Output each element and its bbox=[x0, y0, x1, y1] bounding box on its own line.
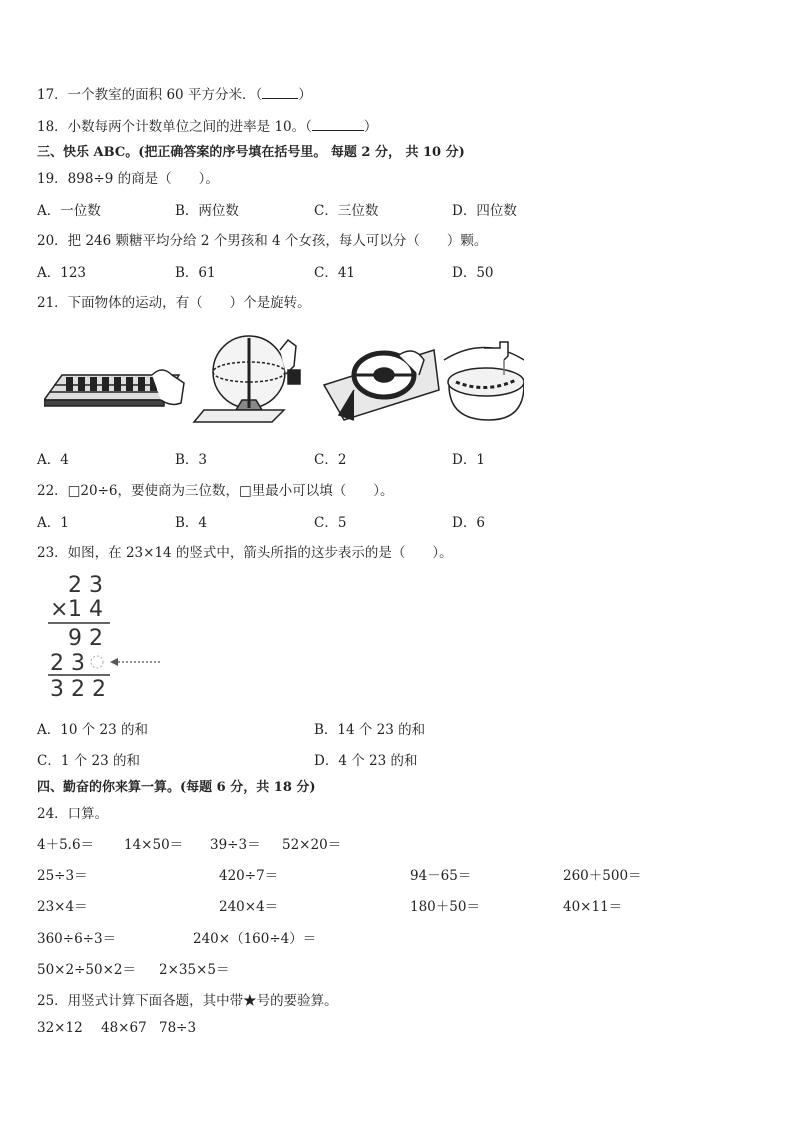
q20-option-d[interactable]: D．50 bbox=[452, 265, 494, 281]
oral-calc-item: 50×2÷50×2＝ bbox=[37, 962, 136, 978]
q23-option-d[interactable]: D．4 个 23 的和 bbox=[314, 753, 418, 769]
oral-calc-item: 25÷3＝ bbox=[37, 868, 88, 884]
q20-option-c[interactable]: C．41 bbox=[314, 265, 356, 281]
answer-blank[interactable] bbox=[262, 86, 298, 99]
q19-option-a[interactable]: A．一位数 bbox=[37, 203, 101, 219]
vertical-calc-item: 48×67 bbox=[101, 1020, 147, 1036]
abacus-illustration bbox=[44, 370, 184, 406]
oral-calc-item: 360÷6÷3＝ bbox=[37, 931, 117, 947]
answer-blank[interactable] bbox=[312, 118, 364, 131]
q21-option-d[interactable]: D．1 bbox=[452, 452, 485, 468]
rotation-illustrations bbox=[44, 330, 524, 425]
oral-calc-item: 4＋5.6＝ bbox=[37, 837, 95, 853]
multiplier: 1 4 bbox=[68, 597, 103, 622]
faucet-sink-illustration bbox=[444, 342, 524, 420]
oral-calc-item: 23×4＝ bbox=[37, 899, 88, 915]
steering-wheel-illustration bbox=[324, 350, 439, 420]
q19-option-d[interactable]: D．四位数 bbox=[452, 203, 517, 219]
section-4-heading: 四、勤奋的你来算一算。(每题 6 分，共 18 分) bbox=[37, 780, 316, 795]
q20-option-b[interactable]: B．61 bbox=[175, 265, 216, 281]
q21-option-c[interactable]: C．2 bbox=[314, 452, 347, 468]
times-sign: × bbox=[50, 597, 69, 622]
question-18: 18．小数每两个计数单位之间的进率是 10。（ ） bbox=[37, 119, 378, 135]
q23-option-a[interactable]: A．10 个 23 的和 bbox=[37, 722, 148, 738]
question-18-text: 18．小数每两个计数单位之间的进率是 10。（ bbox=[37, 119, 312, 135]
question-20: 20．把 246 颗糖平均分给 2 个男孩和 4 个女孩，每人可以分（ ）颗。 bbox=[37, 233, 488, 249]
oral-calc-item: 240×（160÷4）＝ bbox=[193, 931, 317, 947]
arrow-icon bbox=[110, 658, 162, 666]
question-17-text: 17．一个教室的面积 60 平方分米．（ bbox=[37, 87, 263, 103]
dotted-zero bbox=[91, 656, 103, 668]
q23-option-b[interactable]: B．14 个 23 的和 bbox=[314, 722, 426, 738]
q20-option-a[interactable]: A．123 bbox=[37, 265, 87, 281]
question-22: 22．□20÷6，要使商为三位数，□里最小可以填（ ）。 bbox=[37, 483, 394, 499]
oral-calc-item: 14×50＝ bbox=[124, 837, 184, 853]
oral-calc-item: 420÷7＝ bbox=[219, 868, 279, 884]
oral-calc-item: 240×4＝ bbox=[219, 899, 279, 915]
question-24: 24．口算。 bbox=[37, 806, 109, 822]
partial-product-2: 2 3 bbox=[50, 651, 85, 676]
vertical-calc-item: 32×12 bbox=[37, 1020, 83, 1036]
oral-calc-item: 40×11＝ bbox=[563, 899, 623, 915]
question-23: 23．如图，在 23×14 的竖式中，箭头所指的这步表示的是（ ）。 bbox=[37, 545, 453, 561]
question-25: 25．用竖式计算下面各题，其中带★号的要验算。 bbox=[37, 993, 338, 1009]
q21-option-b[interactable]: B．3 bbox=[175, 452, 208, 468]
question-17: 17．一个教室的面积 60 平方分米．（ ） bbox=[37, 87, 312, 103]
oral-calc-item: 52×20＝ bbox=[282, 837, 342, 853]
q22-option-b[interactable]: B．4 bbox=[175, 515, 208, 531]
q22-option-d[interactable]: D．6 bbox=[452, 515, 485, 531]
question-19: 19．898÷9 的商是（ ）。 bbox=[37, 171, 219, 187]
oral-calc-item: 2×35×5＝ bbox=[159, 962, 230, 978]
oral-calc-item: 180＋50＝ bbox=[410, 899, 480, 915]
question-21: 21．下面物体的运动，有（ ）个是旋转。 bbox=[37, 295, 311, 311]
multiplicand: 2 3 bbox=[68, 573, 103, 598]
globe-illustration bbox=[194, 336, 300, 422]
oral-calc-item: 39÷3＝ bbox=[210, 837, 261, 853]
section-3-heading: 三、快乐 ABC。(把正确答案的序号填在括号里。 每题 2 分， 共 10 分) bbox=[37, 145, 465, 160]
partial-product-1: 9 2 bbox=[68, 626, 103, 651]
product: 3 2 2 bbox=[50, 677, 106, 700]
q19-option-b[interactable]: B．两位数 bbox=[175, 203, 239, 219]
vertical-multiplication bbox=[44, 570, 174, 700]
oral-calc-item: 260＋500＝ bbox=[563, 868, 642, 884]
q22-option-a[interactable]: A．1 bbox=[37, 515, 69, 531]
q19-option-c[interactable]: C．三位数 bbox=[314, 203, 379, 219]
q22-option-c[interactable]: C．5 bbox=[314, 515, 347, 531]
vertical-calc-item: 78÷3 bbox=[159, 1020, 197, 1036]
q21-option-a[interactable]: A．4 bbox=[37, 452, 69, 468]
oral-calc-item: 94－65＝ bbox=[410, 868, 472, 884]
q23-option-c[interactable]: C．1 个 23 的和 bbox=[37, 753, 140, 769]
